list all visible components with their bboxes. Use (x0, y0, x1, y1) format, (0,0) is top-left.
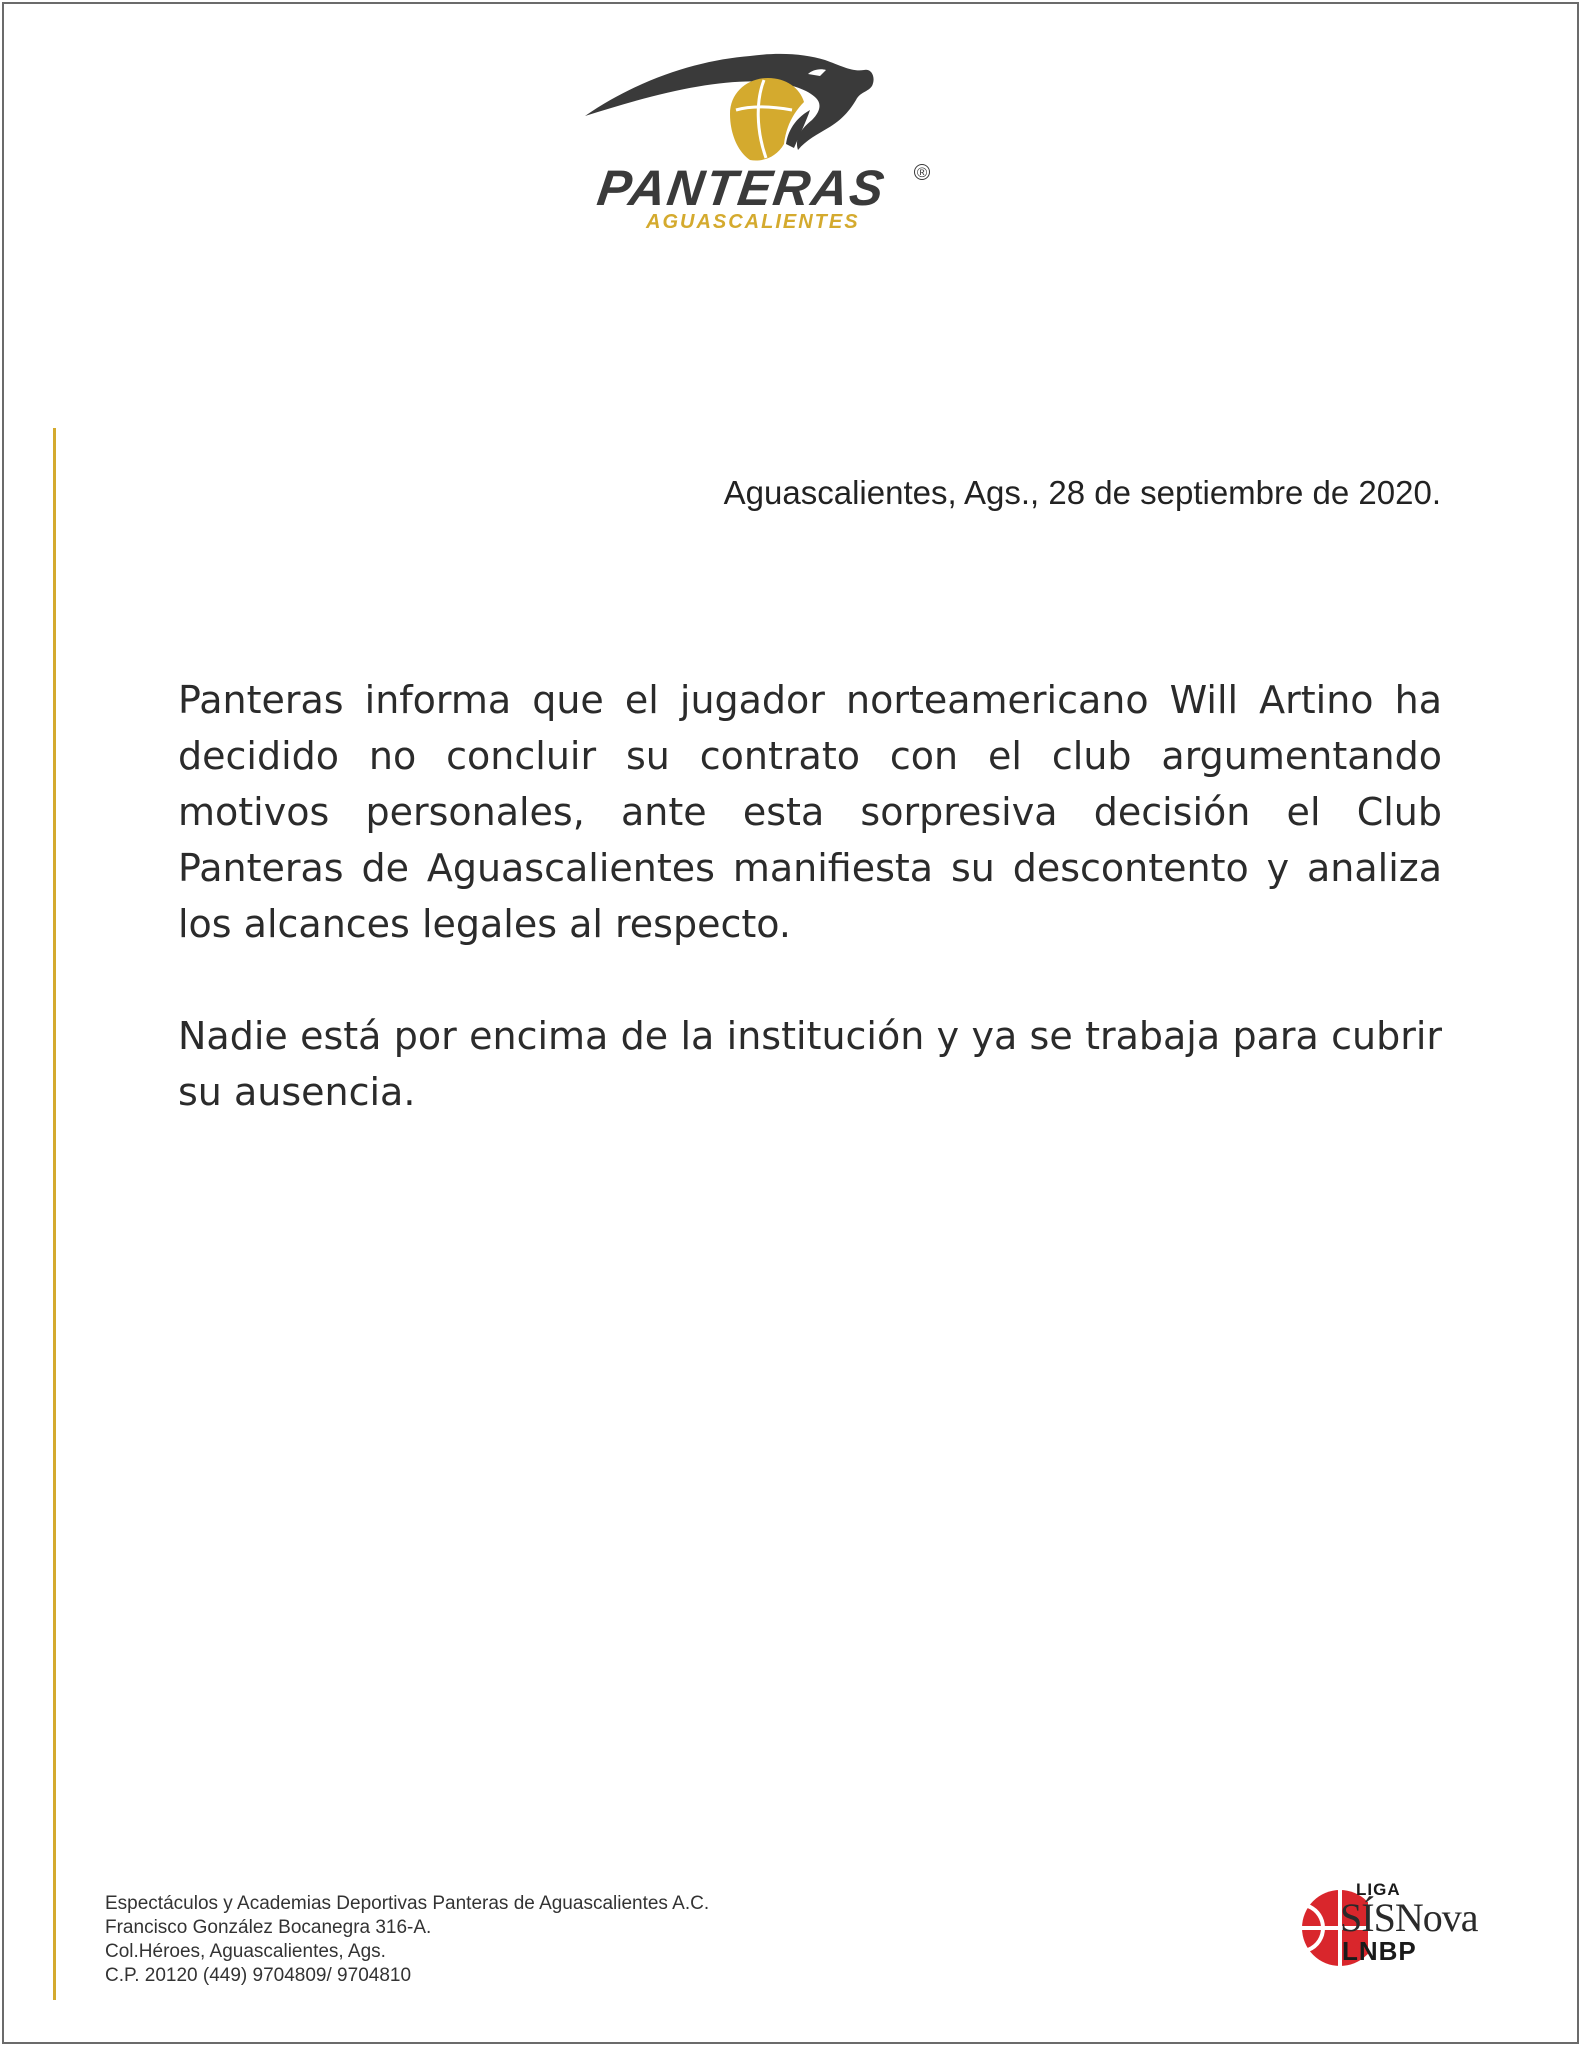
logo-wordmark: PANTERAS (594, 160, 890, 216)
letter-body (178, 672, 1442, 1120)
league-brand-label: SÍSNova (1340, 1895, 1478, 1940)
footer-address (105, 1892, 709, 1988)
paragraph: Nadie está por encima de la institución y ya se trabaja para cubrir su ausencia. (178, 1014, 1442, 1114)
date-line: Aguascalientes, Ags., 28 de septiembre de 2020. (723, 474, 1441, 511)
league-lnbp-label: LNBP (1342, 1936, 1417, 1966)
panteras-logo (580, 48, 940, 238)
panther-head-icon (580, 48, 940, 168)
address-line: Francisco González Bocanegra 316-A. (105, 1917, 432, 1938)
address-line: Espectáculos y Academias Deportivas Panteras de Aguascalientes A.C. (105, 1893, 710, 1914)
paragraph: Panteras informa que el jugador norteamericano Will Artino ha decidido no concluir su contrato con el club argumentando motivos personales, ante esta sorpresiva decisión el Club Panteras de Aguascalientes manifiesta su descontento y analiza los alcances legales al respecto. (178, 678, 1442, 946)
address-line: C.P. 20120 (449) 9704809/ 9704810 (105, 1965, 412, 1986)
address-line: Col.Héroes, Aguascalientes, Ags. (105, 1941, 386, 1962)
accent-line (53, 428, 56, 2000)
logo-subtitle: AGUASCALIENTES (646, 211, 860, 233)
registered-mark: ® (914, 164, 930, 180)
league-liga-label: LIGA (1356, 1880, 1401, 1899)
league-logo (1298, 1880, 1498, 1970)
